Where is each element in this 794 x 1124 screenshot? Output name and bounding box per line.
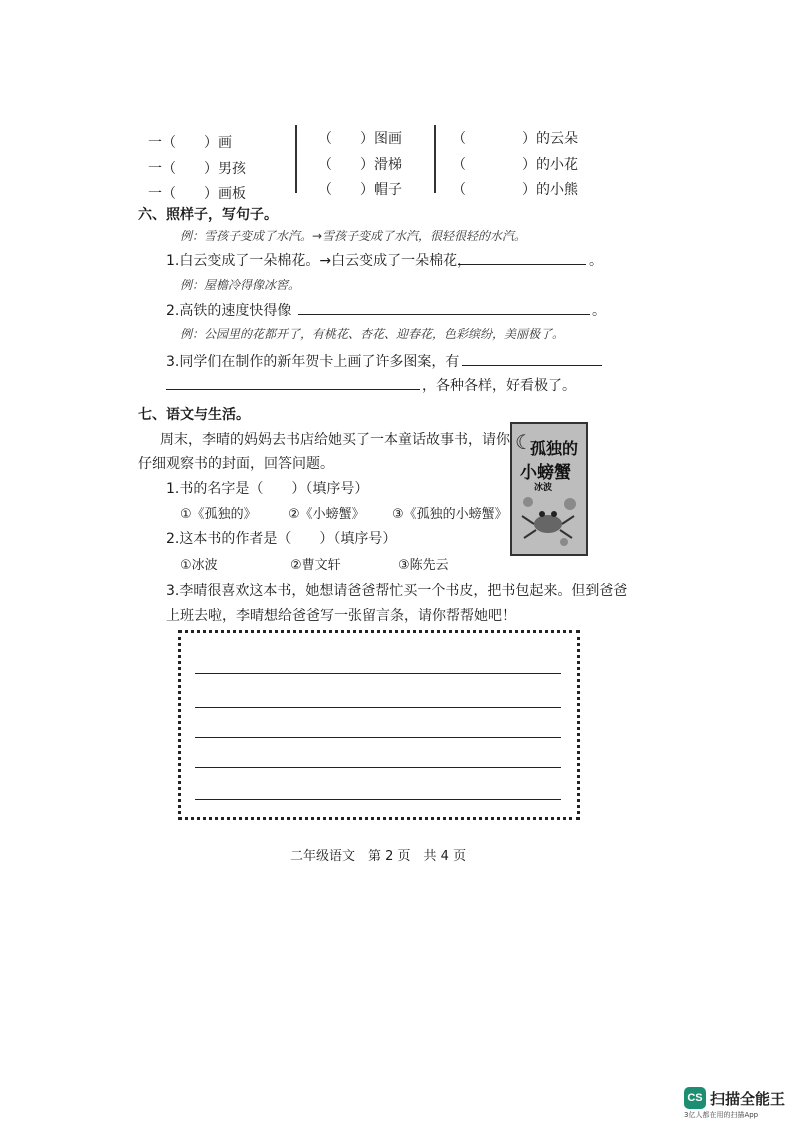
match-col1-item-1: 一（ ）画 — [148, 135, 232, 151]
answer-blank[interactable] — [298, 314, 590, 315]
writing-line — [195, 767, 561, 768]
example-sentence: 例：公园里的花都开了，有桃花、杏花、迎春花，色彩缤纷，美丽极了。 — [180, 327, 565, 341]
column-divider — [295, 125, 297, 193]
answer-blank[interactable] — [458, 264, 586, 265]
writing-line — [195, 799, 561, 800]
match-col3-item-3: （ ）的小熊 — [452, 182, 578, 198]
column-divider — [434, 125, 436, 193]
question-3: 上班去啦，李晴想给爸爸写一张留言条，请你帮帮她吧！ — [166, 608, 516, 624]
question-2: 2.高铁的速度快得像 — [166, 303, 292, 319]
section-title: 七、语文与生活。 — [138, 407, 250, 423]
page-footer: 二年级语文 第 2 页 共 4 页 — [290, 849, 467, 864]
option-2: ②曹文轩 — [290, 558, 341, 573]
intro-text: 仔细观察书的封面，回答问题。 — [138, 456, 334, 472]
app-name: 扫描全能王 — [710, 1090, 786, 1108]
question-1: 1.白云变成了一朵棉花。→白云变成了一朵棉花， — [166, 253, 472, 269]
writing-line — [195, 673, 561, 674]
app-tagline: 3亿人都在用的扫描App — [684, 1111, 759, 1119]
match-col1-item-2: 一（ ）男孩 — [148, 161, 246, 177]
intro-text: 周末，李晴的妈妈去书店给她买了一本童话故事书，请你 — [160, 432, 510, 448]
match-col1-item-3: 一（ ）画板 — [148, 186, 246, 202]
question-2: 2.这本书的作者是（ ）（填序号） — [166, 531, 397, 547]
option-1: ①《孤独的》 — [180, 507, 257, 522]
section-title: 六、照样子，写句子。 — [138, 207, 278, 223]
message-writing-frame[interactable] — [178, 630, 580, 820]
match-col3-item-2: （ ）的小花 — [452, 157, 578, 173]
question-3: 3.李晴很喜欢这本书，她想请爸爸帮忙买一个书皮，把书包起来。但到爸爸 — [166, 583, 628, 599]
option-2: ②《小螃蟹》 — [288, 507, 365, 522]
book-author: 冰波 — [534, 483, 553, 493]
option-3: ③陈先云 — [398, 558, 449, 573]
option-3: ③《孤独的小螃蟹》 — [392, 507, 508, 522]
answer-blank[interactable] — [462, 365, 602, 366]
moon-icon: ☾ — [515, 430, 533, 454]
writing-line — [195, 737, 561, 738]
app-logo-icon: CS — [684, 1087, 706, 1109]
book-title: 小螃蟹 — [520, 463, 571, 483]
example-sentence: 例：屋檐冷得像冰窖。 — [180, 278, 301, 292]
match-col2-item-3: （ ）帽子 — [318, 182, 402, 198]
question-1: 1.书的名字是（ ）（填序号） — [166, 481, 369, 497]
match-col2-item-1: （ ）图画 — [318, 131, 402, 147]
question-1-end: 。 — [589, 253, 603, 269]
book-cover-image — [510, 422, 588, 556]
example-sentence: 例：雪孩子变成了水汽。→雪孩子变成了水汽，很轻很轻的水汽。 — [180, 229, 527, 243]
question-3: 3.同学们在制作的新年贺卡上画了许多图案，有 — [166, 354, 460, 370]
book-title: 孤独的 — [530, 439, 579, 458]
crab-illustration — [514, 492, 582, 550]
option-1: ①冰波 — [180, 558, 218, 573]
writing-line — [195, 707, 561, 708]
question-2-end: 。 — [592, 303, 606, 319]
match-col2-item-2: （ ）滑梯 — [318, 157, 402, 173]
question-3-end: ，各种各样，好看极了。 — [422, 378, 576, 394]
match-col3-item-1: （ ）的云朵 — [452, 131, 578, 147]
answer-blank[interactable] — [166, 389, 420, 390]
